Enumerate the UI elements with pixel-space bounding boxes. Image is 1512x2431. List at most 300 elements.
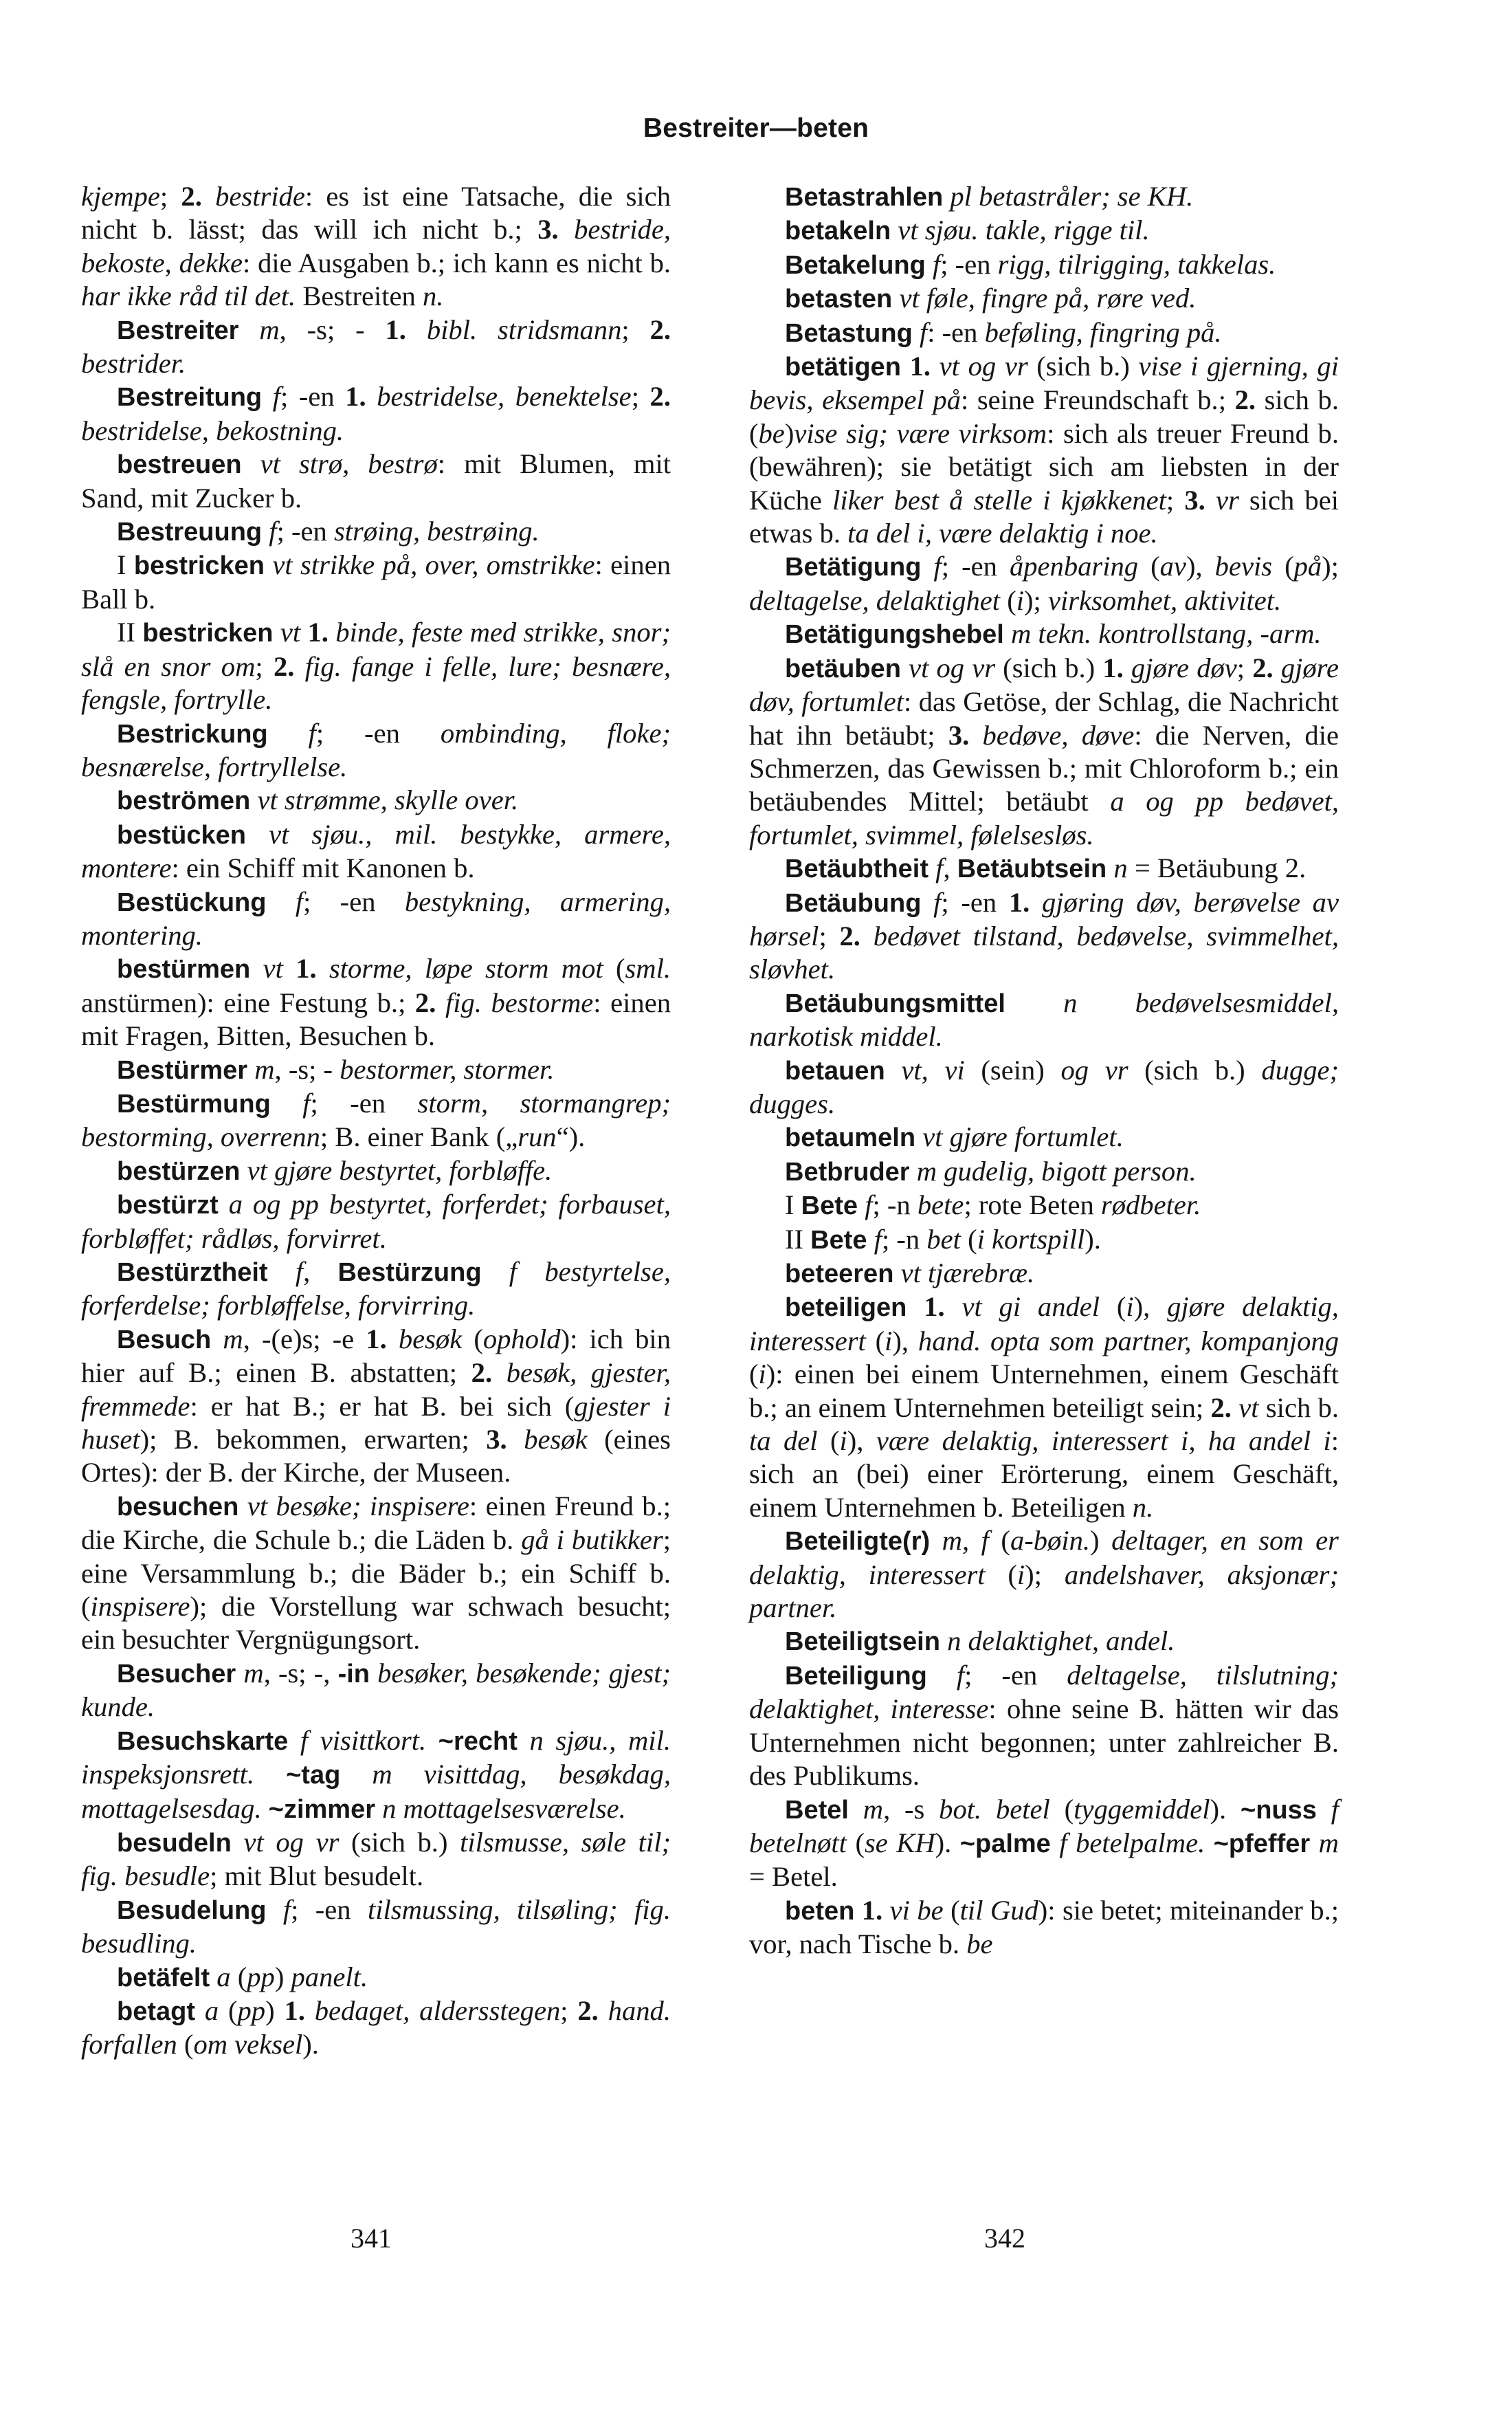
entry-text: [305, 1995, 315, 2026]
headword: beströmen: [117, 786, 251, 816]
entry-text: ),: [892, 1325, 918, 1356]
entry-text: [268, 1256, 296, 1287]
dictionary-entry: [749, 1223, 1339, 1257]
dictionary-entry: [81, 1323, 671, 1490]
dictionary-entry: [749, 1257, 1339, 1290]
entry-text: sich b.: [1258, 1392, 1339, 1423]
entry-text: bedaget, aldersstegen: [314, 1994, 561, 2026]
entry-text: : die Ausgaben b.; ich kann es nicht b.: [242, 247, 671, 278]
entry-text: ophold: [482, 1323, 561, 1354]
entry-text: [288, 1725, 300, 1756]
entry-text: strøing, bestrøing.: [333, 516, 540, 547]
entry-text: [926, 249, 933, 280]
entry-text: : ein Schiff mit Kanonen b.: [171, 852, 475, 884]
entry-text: 2.: [1234, 384, 1256, 416]
entry-text: ),: [1186, 551, 1215, 582]
entry-text: : mit Blumen, mit Sand, mit Zucker b.: [81, 448, 671, 514]
entry-text: [195, 1995, 205, 2026]
dictionary-entry: [749, 1524, 1339, 1625]
entry-text: 1.: [307, 617, 329, 648]
dictionary-entry: [749, 652, 1339, 852]
entry-text: ;: [631, 381, 650, 412]
headword: Bestürmer: [117, 1055, 248, 1085]
entry-text: [254, 1759, 286, 1790]
entry-text: : einen Ball b.: [81, 549, 671, 615]
entry-text: [929, 852, 935, 883]
entry-text: [1107, 852, 1113, 883]
dictionary-entry: [81, 1255, 671, 1323]
entry-text: 1.: [909, 351, 931, 382]
entry-text: på: [1293, 551, 1322, 582]
entry-text: m: [254, 1053, 275, 1085]
entry-text: gjøre døv, fortumlet: [749, 652, 1339, 718]
entry-text: ): [265, 1994, 285, 2026]
entry-text: fig. fange i felle, lure; besnære, fengsle, fortrylle.: [81, 650, 671, 716]
headword: Bestürmung: [117, 1089, 271, 1119]
headword: Betätigungshebel: [785, 620, 1004, 650]
page-number-right: 342: [984, 2223, 1025, 2254]
headword: Beteiligte(r): [785, 1527, 931, 1556]
entry-text: vt sjøu. takle, rigge til.: [898, 214, 1150, 246]
entry-text: [849, 1794, 863, 1825]
entry-text: f visittkort.: [300, 1724, 427, 1756]
entry-text: i: [1016, 584, 1025, 616]
entry-text: ; eine Versammlung b.; die Bäder b.; ein Schiff b. (: [81, 1524, 671, 1622]
entry-text: 1.: [345, 381, 366, 412]
entry-text: n delaktighet, andel.: [947, 1625, 1175, 1657]
entry-text: har ikke råd til det.: [81, 280, 296, 312]
entry-text: (: [817, 1425, 840, 1457]
dictionary-entry: [749, 248, 1339, 282]
entry-text: 2.: [577, 1994, 599, 2026]
dictionary-entry: [81, 1154, 671, 1188]
entry-text: );: [1024, 584, 1048, 616]
dictionary-entry: [749, 987, 1339, 1054]
entry-text: m: [1318, 1827, 1339, 1858]
entry-text: , -s: [883, 1793, 940, 1825]
entry-text: i: [839, 1425, 847, 1457]
entry-text: f: [932, 248, 941, 280]
entry-text: tyggemiddel: [1074, 1793, 1210, 1825]
entry-text: [921, 887, 933, 918]
headword: betätigen: [785, 353, 901, 382]
entry-text: (: [988, 1525, 1010, 1556]
headword: beteeren: [785, 1260, 894, 1288]
entry-text: 1.: [366, 1323, 387, 1354]
entry-text: f: [272, 381, 280, 412]
entry-text: (: [1100, 1291, 1126, 1323]
entry-text: pp: [237, 1994, 266, 2026]
dictionary-entry: [749, 1793, 1339, 1894]
entry-text: [262, 381, 273, 412]
entry-text: [1205, 485, 1216, 516]
entry-text: [854, 1895, 861, 1926]
entry-text: 3.: [537, 214, 559, 245]
entry-text: [921, 551, 933, 582]
entry-text: f: [919, 316, 928, 348]
entry-text: [1004, 618, 1011, 649]
headword: Betäubtsein: [957, 855, 1107, 884]
headword: bestricken: [142, 619, 274, 648]
entry-text: vt strikke på, over, omstrikke: [272, 549, 595, 581]
dictionary-entry: [81, 1893, 671, 1961]
entry-text: : sich an (bei) einer Erörterung, einem Geschäft, einem Unternehmen b. Beteiligen: [749, 1425, 1339, 1523]
entry-text: vt strømme, skylle over.: [257, 784, 519, 816]
entry-text: ; -en: [941, 886, 1009, 918]
headword: bestücken: [117, 820, 246, 850]
entry-text: vi be: [889, 1894, 944, 1926]
entry-text: [1274, 652, 1281, 683]
left-column: [81, 180, 671, 2062]
entry-text: 2.: [181, 181, 202, 212]
entry-text: andelshaver, aksjonær; partner.: [749, 1559, 1339, 1624]
entry-text: Bestreiten: [296, 280, 423, 312]
entry-text: , -s; -: [274, 1053, 340, 1085]
entry-text: ; -n: [881, 1223, 927, 1255]
entry-text: rigg, tilrigging, takkelas.: [997, 248, 1276, 280]
entry-text: 2.: [414, 987, 436, 1018]
entry-text: I: [785, 1189, 801, 1221]
dictionary-entry: [81, 1087, 671, 1154]
entry-text: rødbeter.: [1100, 1189, 1201, 1221]
dictionary-entry: [749, 1054, 1339, 1121]
entry-text: dugge; dugges.: [749, 1054, 1339, 1119]
entry-text: ;: [819, 920, 840, 952]
entry-text: besøk: [524, 1424, 588, 1455]
entry-text: (: [1272, 551, 1294, 582]
entry-text: “).: [556, 1121, 586, 1153]
headword: Bete: [810, 1225, 867, 1255]
entry-text: [482, 1256, 509, 1287]
headword: ~palme: [959, 1829, 1051, 1858]
entry-text: bestykning, armering, montering.: [81, 886, 671, 951]
headword: Bestreitung: [117, 383, 263, 412]
entry-text: : sich als treuer Freund b. (bewähren); sie betätigt sich am liebsten in der Küche: [749, 417, 1339, 516]
entry-text: (: [985, 1559, 1017, 1590]
entry-text: 2.: [273, 650, 295, 682]
entry-text: bestrider.: [81, 348, 186, 380]
entry-text: [387, 1323, 399, 1354]
entry-text: [242, 448, 260, 479]
entry-text: : das Getöse, der Schlag, die Nachricht hat ihn betäubt;: [749, 686, 1339, 751]
entry-text: ,: [943, 852, 957, 884]
dictionary-entry: [749, 1121, 1339, 1154]
entry-text: sich b. (: [749, 384, 1339, 449]
dictionary-entry: [749, 180, 1339, 214]
entry-text: f: [295, 1256, 304, 1287]
entry-text: ; rote Beten: [964, 1189, 1101, 1221]
entry-text: [559, 214, 574, 245]
entry-text: (: [865, 1325, 885, 1356]
entry-text: m, f: [942, 1525, 989, 1556]
entry-text: run: [518, 1121, 557, 1153]
entry-text: pp: [247, 1961, 275, 1992]
headword: Bestürzung: [337, 1258, 482, 1287]
entry-text: [893, 1257, 900, 1288]
headword: bestürmen: [117, 955, 251, 984]
entry-text: ): ich bin hier auf B.; einen B. abstatten;: [81, 1323, 671, 1389]
entry-text: [219, 1189, 229, 1220]
headword: ~pfeffer: [1213, 1829, 1311, 1858]
headword: Bestreiter: [117, 316, 239, 345]
entry-text: bestridelse, benektelse: [377, 381, 632, 412]
entry-text: ); B. bekommen, erwarten;: [140, 1424, 487, 1455]
entry-text: vt gi andel: [961, 1291, 1100, 1323]
entry-text: : einen Freund b.; die Kirche, die Schule b.; die Läden b.: [81, 1490, 671, 1556]
headword: betauen: [785, 1056, 885, 1086]
entry-text: vise sig; være virksom: [794, 417, 1047, 449]
entry-text: ); die Vorstellung war schwach besucht; ein besuchter Vergnügungsort.: [81, 1591, 671, 1656]
dictionary-entry: [81, 952, 671, 1053]
headword: Bestürztheit: [117, 1258, 268, 1287]
headword: besuchen: [117, 1492, 239, 1521]
headword: Bestrickung: [117, 719, 268, 749]
entry-text: [518, 1725, 530, 1756]
entry-text: );: [1025, 1559, 1065, 1590]
entry-text: [943, 181, 950, 212]
entry-text: be: [966, 1928, 993, 1960]
entry-text: (sich b.): [995, 652, 1103, 683]
entry-text: [250, 953, 263, 984]
entry-text: (eines Ortes): der B. der Kirche, der Museen.: [81, 1424, 671, 1488]
dictionary-entry: [81, 784, 671, 817]
entry-text: beføling, fingring på.: [984, 316, 1222, 348]
entry-text: bibl. stridsmann: [426, 314, 622, 345]
entry-text: m: [259, 314, 280, 345]
entry-text: (: [846, 1827, 865, 1858]
headword: bestricken: [133, 551, 265, 581]
headword: Betätigung: [785, 553, 922, 582]
dictionary-entry: [81, 1490, 671, 1657]
entry-text: sich bei etwas b.: [749, 484, 1339, 549]
dictionary-entry: [749, 1894, 1339, 1961]
entry-text: a: [204, 1994, 219, 2026]
headword: ~tag: [286, 1761, 341, 1790]
entry-text: vt, vi: [901, 1054, 965, 1086]
entry-text: [1124, 652, 1131, 683]
entry-text: [232, 1827, 244, 1858]
entry-text: gjøring døv, berøvelse av hørsel: [749, 886, 1339, 952]
entry-text: = Betäubung 2.: [1127, 852, 1307, 884]
dictionary-entry: [81, 549, 671, 616]
entry-text: (: [1138, 551, 1160, 582]
entry-text: besøker, besøkende; gjest; kunde.: [81, 1657, 671, 1723]
dictionary-entry: [749, 214, 1339, 248]
entry-text: f: [865, 1189, 873, 1221]
entry-text: pl betastråler; se KH.: [950, 181, 1194, 212]
entry-text: be: [758, 417, 785, 449]
dictionary-entry: [749, 350, 1339, 550]
entry-text: [858, 1189, 865, 1220]
entry-text: [262, 516, 269, 547]
entry-text: vt: [1238, 1392, 1259, 1423]
entry-text: vt gjøre bestyrtet, forbløffe.: [247, 1154, 553, 1186]
headword: Betäubtheit: [785, 855, 929, 884]
entry-text: ; B. einer Bank („: [320, 1121, 518, 1153]
entry-text: f: [935, 852, 944, 884]
entry-text: [375, 1793, 382, 1824]
entry-text: vt: [263, 953, 283, 984]
entry-text: n bedøvelsesmiddel, narkotisk middel.: [749, 987, 1339, 1053]
headword: Beteiligung: [785, 1661, 927, 1691]
entry-text: storme, løpe storm mot: [329, 953, 603, 984]
entry-text: vr: [1215, 484, 1239, 516]
entry-text: : die Nerven, die Schmerzen, das Gewissen b.; mit Chloroform b.; ein betäubendes Mittel; betäubt: [749, 719, 1339, 817]
entry-text: [283, 953, 296, 984]
entry-text: ,: [303, 1256, 338, 1287]
headword: Beteiligtsein: [785, 1627, 940, 1657]
entry-text: , -(e)s; -e: [243, 1323, 366, 1354]
entry-text: vt gjøre fortumlet.: [922, 1121, 1124, 1153]
entry-text: : einen mit Fragen, Bitten, Besuchen b.: [81, 987, 671, 1052]
entry-text: ; mit Blut besudelt.: [210, 1860, 424, 1892]
entry-text: 2.: [1252, 652, 1274, 683]
dictionary-entry: [81, 616, 671, 716]
dictionary-entry: [749, 550, 1339, 617]
entry-text: 2.: [839, 920, 860, 952]
entry-text: [202, 181, 215, 212]
entry-text: vt besøke; inspisere: [247, 1490, 469, 1521]
entry-text: [945, 1291, 962, 1322]
entry-text: m visittdag, besøkdag, mottagelsesdag.: [81, 1759, 671, 1824]
entry-text: f betelpalme.: [1059, 1827, 1205, 1858]
entry-text: m tekn. kontrollstang, -arm.: [1010, 618, 1322, 650]
entry-text: [901, 351, 910, 382]
entry-text: n mottagelsesværelse.: [382, 1792, 626, 1824]
entry-text: gjøre døv: [1131, 652, 1237, 683]
entry-text: av: [1159, 551, 1186, 582]
entry-text: ;: [621, 314, 650, 345]
entry-text: ; -en: [310, 1087, 418, 1119]
entry-text: [262, 1793, 269, 1824]
entry-text: ): [1090, 1525, 1112, 1556]
entry-text: n.: [422, 280, 444, 312]
entry-text: ): [784, 417, 794, 449]
entry-text: [370, 1658, 377, 1688]
dictionary-entry: [81, 1826, 671, 1893]
dictionary-entry: [749, 852, 1339, 886]
entry-text: (sich b.): [339, 1826, 460, 1858]
entry-text: f betelnøtt: [749, 1793, 1339, 1858]
entry-text: 1.: [924, 1291, 945, 1323]
dictionary-entry: [749, 886, 1339, 987]
entry-text: m: [863, 1793, 884, 1825]
entry-text: [940, 1625, 947, 1656]
headword: Betbruder: [785, 1157, 910, 1187]
entry-text: (sich b.): [1128, 1054, 1262, 1086]
entry-text: (sich b.): [1027, 351, 1139, 382]
dictionary-entry: [749, 282, 1339, 316]
entry-text: ; -en: [315, 717, 441, 749]
entry-text: ;: [560, 1994, 578, 2026]
entry-text: virksomhet, aktivitet.: [1047, 584, 1282, 616]
entry-text: åpenbaring: [1009, 551, 1139, 582]
entry-text: tilsmusse, søle til; fig. besudle: [81, 1826, 671, 1892]
entry-text: anstürmen): eine Festung b.;: [81, 987, 415, 1018]
dictionary-entry: [749, 1625, 1339, 1658]
dictionary-entry: [81, 180, 671, 314]
entry-text: : er hat B.; er hat B. bei sich (: [190, 1390, 575, 1422]
dictionary-entry: [749, 1290, 1339, 1524]
entry-text: [860, 921, 874, 952]
entry-text: [930, 1525, 942, 1556]
headword: Betäubung: [785, 888, 922, 918]
entry-text: [1005, 987, 1063, 1018]
entry-text: vt og vr: [909, 652, 996, 683]
entry-text: i kortspill: [977, 1223, 1085, 1255]
entry-text: bestride, bekoste, dekke: [81, 214, 671, 278]
entry-text: 1.: [385, 314, 406, 345]
entry-text: a og pp bedøvet, fortumlet, svimmel, følelsesløs.: [749, 786, 1339, 850]
dictionary-entry: [81, 1053, 671, 1087]
headword: Bestreuung: [117, 518, 263, 547]
headword: betasten: [785, 285, 893, 314]
entry-text: [211, 1323, 223, 1354]
entry-text: [426, 1725, 438, 1756]
entry-text: [329, 617, 335, 648]
headword: beten: [785, 1896, 855, 1926]
entry-text: vt føle, fingre på, røre ved.: [899, 283, 1197, 314]
entry-text: : seine Freundschaft b.;: [960, 384, 1235, 416]
entry-text: vt tjærebræ.: [900, 1257, 1035, 1288]
dictionary-entry: [81, 886, 671, 953]
headword: Betastrahlen: [785, 183, 944, 212]
entry-text: II: [117, 617, 143, 648]
right-column: [749, 180, 1339, 1961]
headword: Bete: [801, 1191, 858, 1221]
entry-text: [210, 1961, 216, 1992]
page-number-left: 341: [351, 2223, 392, 2254]
entry-text: [867, 1224, 874, 1255]
entry-text: f: [308, 717, 316, 749]
entry-text: ta del: [749, 1425, 818, 1457]
entry-text: [247, 1054, 254, 1085]
headword: ~recht: [438, 1726, 518, 1756]
headword: Betäubungsmittel: [785, 989, 1005, 1018]
entry-text: ; -n: [872, 1189, 918, 1221]
dictionary-entry: [81, 717, 671, 784]
entry-text: ; -en: [280, 381, 346, 412]
entry-text: a-bøin.: [1010, 1525, 1091, 1556]
entry-text: [340, 1759, 372, 1790]
entry-text: ): sie betet; miteinander b.; vor, nach Tische b.: [749, 1894, 1339, 1960]
entry-text: II: [785, 1223, 811, 1255]
entry-text: [240, 1155, 247, 1186]
entry-text: bedøvet tilstand, bedøvelse, svimmelhet, sløvhet.: [749, 920, 1339, 985]
entry-text: ; -en: [303, 886, 405, 917]
entry-text: [266, 1894, 282, 1925]
headword: Betel: [785, 1795, 849, 1825]
entry-text: ; -en: [940, 248, 998, 280]
entry-text: n.: [1132, 1491, 1154, 1523]
headword: besudeln: [117, 1828, 232, 1858]
entry-text: [300, 617, 307, 648]
entry-text: [882, 1895, 889, 1926]
entry-text: bestride: [215, 181, 305, 212]
entry-text: ;: [159, 181, 181, 212]
entry-text: ),: [847, 1425, 876, 1457]
entry-text: vise i gjerning, gi bevis, eksempel på: [749, 351, 1339, 416]
entry-text: inspisere: [90, 1591, 190, 1622]
entry-text: [265, 549, 272, 580]
headword: beteiligen: [785, 1293, 907, 1323]
entry-text: ),: [1133, 1291, 1168, 1323]
entry-text: ).: [302, 2029, 319, 2060]
entry-text: 2.: [649, 314, 671, 345]
entry-text: panelt.: [291, 1961, 368, 1992]
entry-text: [250, 784, 257, 815]
entry-text: vt sjøu., mil. bestykke, armere, montere: [81, 818, 671, 884]
